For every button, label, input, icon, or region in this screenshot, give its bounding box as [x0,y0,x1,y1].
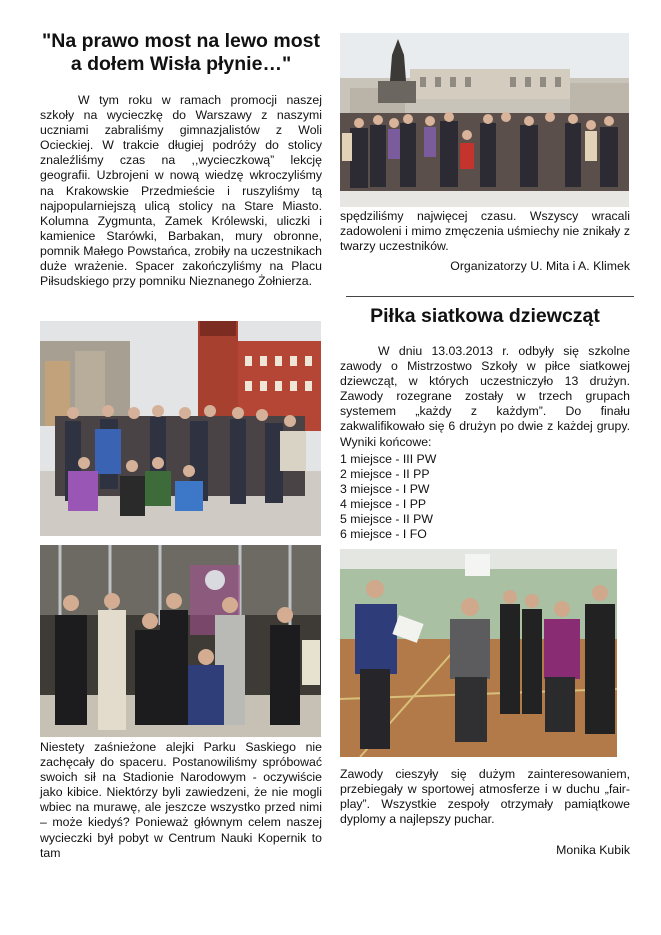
article1-continued-paragraph: Niestety zaśnieżone alejki Parku Saskiego nie zachęcały do spaceru. Postanowiliśmy spróbować swoich sił na Stadionie Narodowym - oczywiście jako kibice. Niektórzy byli zawiedzeni, że nie mogli wbiec na murawę, ale jeszcze wszystko przed nimi – może kiedyś? Ponieważ głównym celem naszej wycieczki był pobyt w Centrum Nauki Kopernik to tam [40,740,322,860]
results-list-item: 1 miejsce - III PW [340,452,437,466]
article1-end-paragraph: spędziliśmy najwięcej czasu. Wszyscy wracali zadowoleni i mimo zmęczenia uśmiechy nie znikały z twarzy uczestników. [340,209,630,254]
article1-signature: Organizatorzy U. Mita i A. Klimek [450,259,630,273]
article2-intro-paragraph: W dniu 13.03.2013 r. odbyły się szkolne zawody o Mistrzostwo Szkoły w piłce siatkowej dziewcząt, w których uczestniczyło 13 drużyn. Zawody rozegrane zostały w trzech grupach systemem „każdy z każdym”. Do finału zakwalifikowało się 6 drużyn po dwie z każdej grupy. Wyniki końcowe: [340,344,630,449]
section-divider [346,296,634,297]
results-list-item: 6 miejsce - I FO [340,527,427,542]
article2-title: Piłka siatkowa dziewcząt [370,305,600,327]
article2-end-paragraph: Zawody cieszyły się dużym zainteresowaniem, przebiegały w sportowej atmosferze i w duchu „fair-play”. Wszystkie zespoły otrzymały pamiątkowe dyplomy a najlepszy puchar. [340,767,630,827]
photo-volleyball-award [340,549,617,757]
article1-intro-paragraph: W tym roku w ramach promocji naszej szkoły na wycieczkę do Warszawy z naszymi uczniami zabraliśmy gimnazjalistów z Woli Ocieckiej. W trakcie długiej podróży do stolicy znaleźliśmy czas na ,,wycieczkową” lekcję geografii. Uzbrojeni w nową wiedzę wkroczyliśmy na Krakowskie Przedmieście i ruszyliśmy tą najpopularniejszą ulicą stolicy na Stare Miasto. Kolumna Zygmunta, Zamek Królewski, uliczki i kamienice Starówki, Barbakan, mury obronne, pomnik Małego Powstańca, zrobiły na uczestnikach duże wrażenie. Spacer zakończyliśmy na Placu Piłsudskiego przy pomniku Nieznanego Żołnierza. [40,93,322,289]
article2-signature: Monika Kubik [556,843,630,857]
results-list-item: 2 miejsce - II PP [340,467,430,482]
photo-old-town-group [40,321,321,536]
photo-science-centre-group [40,545,321,737]
results-list-item: 3 miejsce - I PW [340,482,430,497]
results-list-item: 5 miejsce - II PW [340,512,433,527]
photo-palace-group [340,33,629,207]
article1-title: "Na prawo most na lewo most a dołem Wisła płynie…" [42,30,320,75]
results-list [340,452,630,543]
results-list-item: 4 miejsce - I PP [340,497,427,512]
